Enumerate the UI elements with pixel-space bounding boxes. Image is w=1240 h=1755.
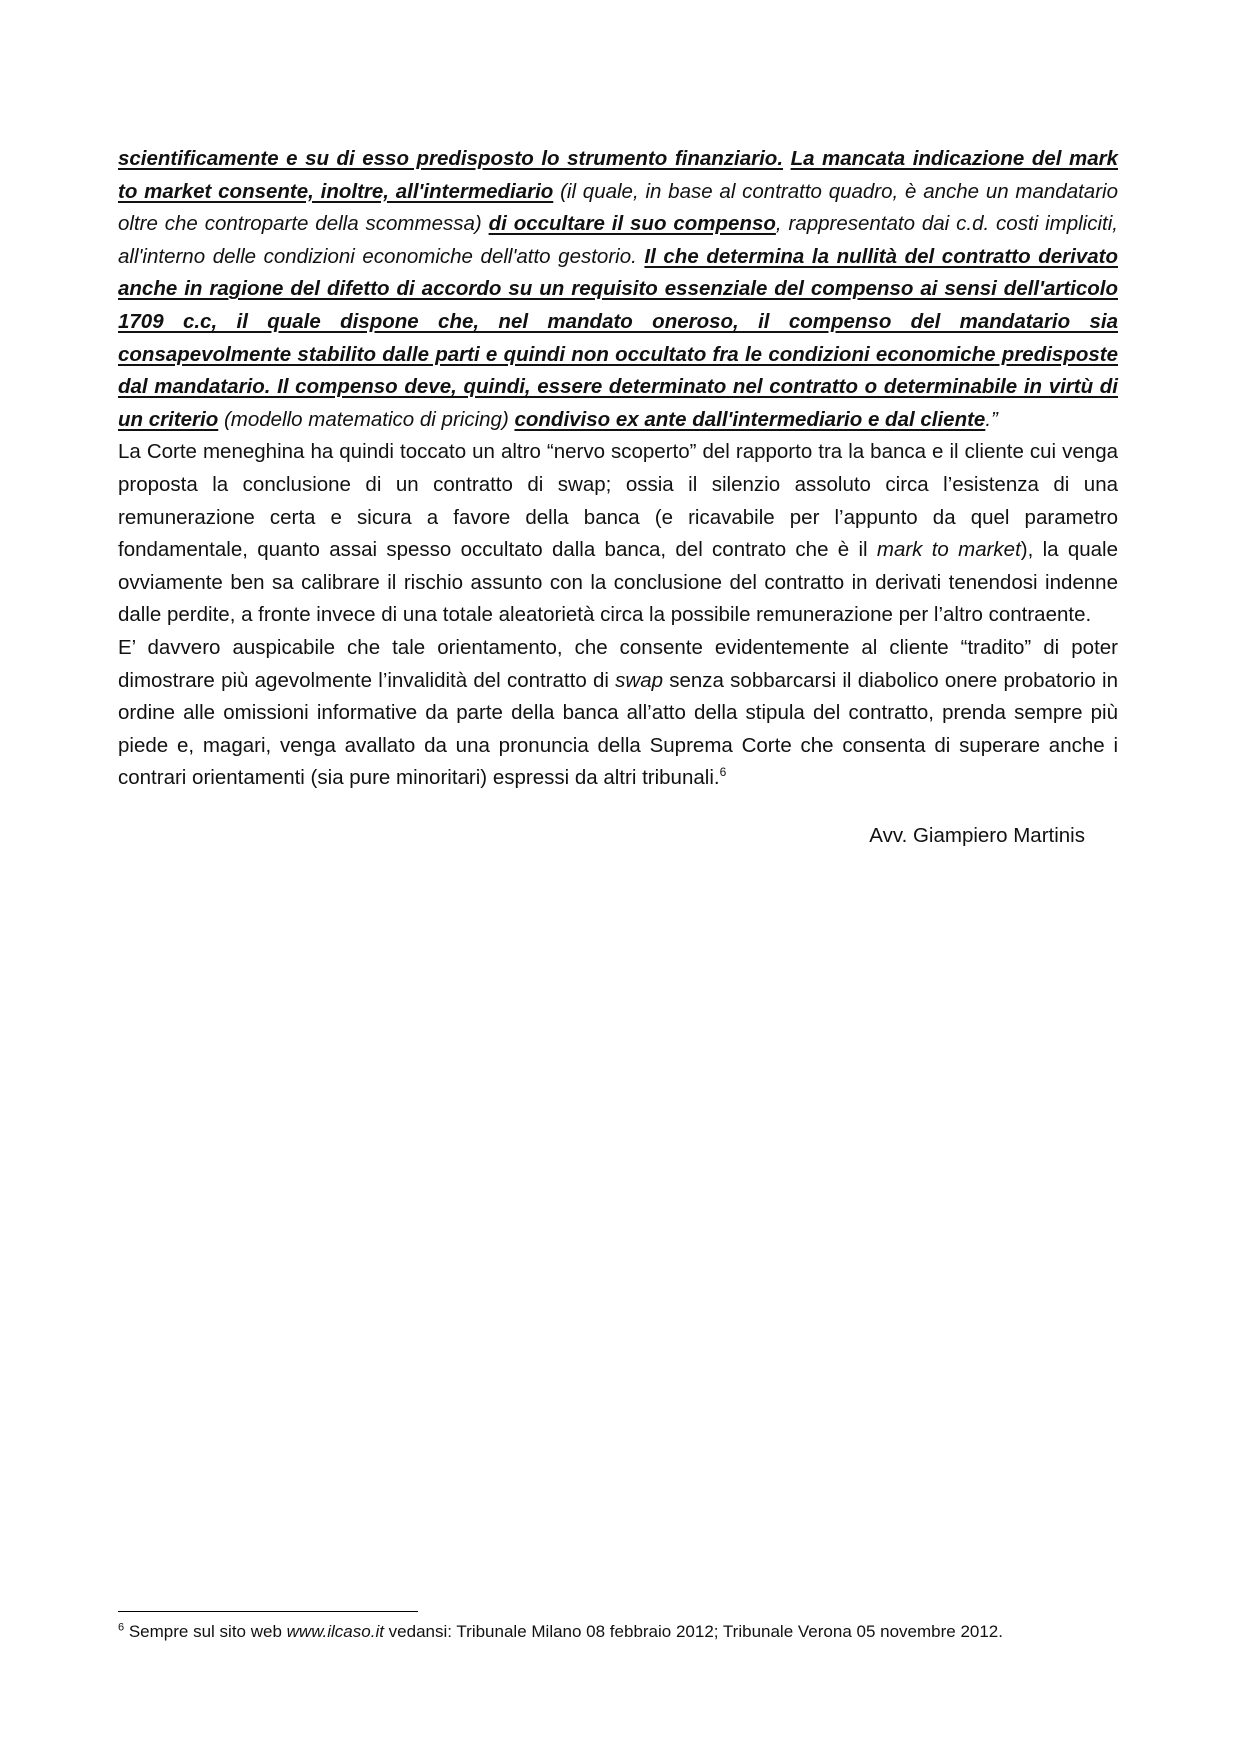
text-run: swap xyxy=(615,668,663,692)
text-run: (il quale, in base al contratto quadro, è anche un mandatario oltre che controparte della scommessa) xyxy=(118,179,1118,236)
body-text xyxy=(118,143,1118,795)
footnote-separator xyxy=(118,1611,418,1612)
emphasis: Il che determina la nullità del contratto derivato anche in ragione del difetto di accordo su un requisito essenziale del compenso ai sensi dell'articolo 1709 c.c, il quale dispone che, nel mandato oneroso, il compenso del mandatario sia consapevolmente stabilito dalle parti e quindi non occultato fra le condizioni economiche predisposte dal mandatario. Il compenso deve, quindi, essere determinato nel contratto o determinabile in virtù di un criterio xyxy=(118,244,1118,431)
text-run: vedansi: Tribunale Milano 08 febbraio 2012; Tribunale Verona 05 novembre 2012. xyxy=(383,1622,1003,1641)
text-run: , rappresentato dai c.d. costi impliciti, all'interno delle condizioni economiche dell'atto gestorio. xyxy=(118,212,1118,268)
signature: Avv. Giampiero Martinis xyxy=(869,824,1085,847)
text-run: E’ davvero auspicabile che tale orientamento, che consente evidentemente al cliente “tradito” di poter dimostrare più agevolmente l’invalidità del contratto di xyxy=(118,635,1118,692)
paragraph-commentary xyxy=(118,436,1118,632)
footnote xyxy=(118,1620,1128,1644)
paragraph-conclusion xyxy=(118,632,1118,795)
emphasis: condiviso ex ante dall'intermediario e dal cliente xyxy=(514,407,986,431)
emphasis: La mancata indicazione del mark to market consente, inoltre, all'intermediario xyxy=(118,147,1118,203)
emphasis: di occultare il suo compenso xyxy=(488,212,776,236)
text-run: (modello matematico di pricing) xyxy=(218,407,515,431)
website-reference: www.ilcaso.it xyxy=(286,1622,384,1641)
text-run: La Corte meneghina ha quindi toccato un altro “nervo scoperto” del rapporto tra la banca e il cliente cui venga proposta la conclusione di un contratto di swap; ossia il silenzio assoluto circa l’esistenza di una remunerazione certa e sicura a favore della banca (e ricavabile per l’appunto da quel parametro fondamentale, quanto assai spesso occultato dalla banca, del contrato che è il xyxy=(118,440,1118,562)
text-run: senza sobbarcarsi il diabolico onere probatorio in ordine alle omissioni informative da parte della banca all’atto della stipula del contratto, prenda sempre più piede e, magari, venga avallato da una pronuncia della Suprema Corte che consenta di superare anche i contrari orientamenti (sia pure minoritari) espressi da altri tribunali. xyxy=(118,668,1118,790)
footnote-reference[interactable]: 6 xyxy=(719,765,727,780)
text-run: ), la quale ovviamente ben sa calibrare il rischio assunto con la conclusione del contratto in derivati tenendosi indenne dalle perdite, a fronte invece di una totale aleatorietà circa la possibile remunerazione per l’altro contraente. xyxy=(118,538,1118,627)
paragraph-quote xyxy=(118,143,1118,436)
footnote-number: 6 xyxy=(118,1621,125,1634)
text-run: Sempre sul sito web xyxy=(124,1622,287,1641)
text-run: mark to market xyxy=(876,538,1021,562)
text-run: .” xyxy=(985,407,998,431)
emphasis: scientificamente e su di esso predisposto lo strumento finanziario. xyxy=(118,147,784,170)
text-run xyxy=(783,147,791,170)
